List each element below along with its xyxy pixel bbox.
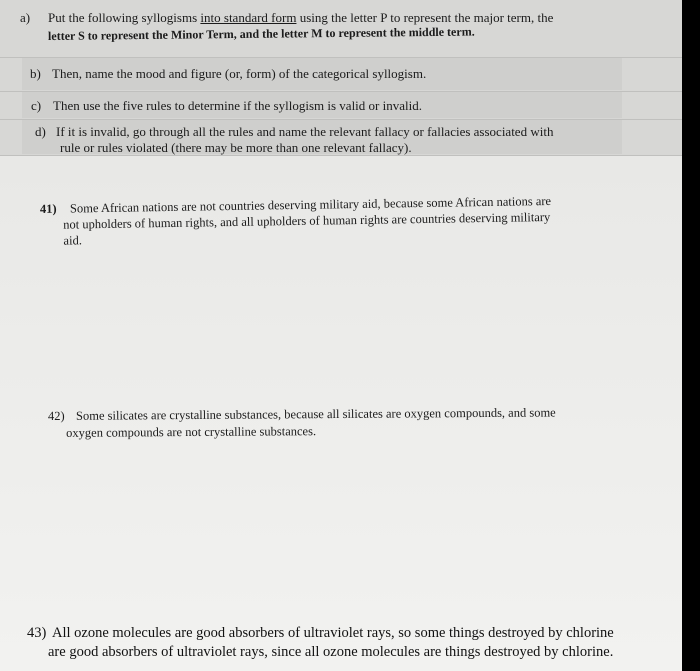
instruction-a-line2: letter S to represent the Minor Term, and the letter M to represent the middle term. bbox=[47, 24, 475, 43]
question-text-line: Some African nations are not countries deserving military aid, because some African nations are bbox=[69, 193, 552, 216]
instruction-b-marker: b) bbox=[30, 66, 41, 81]
question-text-line: oxygen compounds are not crystalline substances. bbox=[66, 424, 317, 440]
instruction-a-text: Put the following syllogisms bbox=[48, 10, 201, 25]
instruction-d-line1: If it is invalid, go through all the rules and name the relevant fallacy or fallacies associated with bbox=[56, 124, 554, 139]
instruction-d-marker: d) bbox=[35, 124, 46, 139]
instruction-a-text-cont: using the letter P to represent the major term, the bbox=[296, 10, 554, 25]
question-text-line: are good absorbers of ultraviolet rays, since all ozone molecules are things destroyed by chlorine. bbox=[48, 644, 614, 660]
question-text-line: All ozone molecules are good absorbers of ultraviolet rays, so some things destroyed by chlorine bbox=[52, 625, 614, 641]
question-text-line: aid. bbox=[63, 233, 82, 248]
instruction-c-text: Then use the five rules to determine if the syllogism is valid or invalid. bbox=[53, 98, 422, 113]
standard-form-phrase: into standard form bbox=[200, 10, 297, 25]
instruction-c-marker: c) bbox=[31, 98, 42, 113]
question-number: 41) bbox=[39, 201, 57, 216]
instruction-b-text: Then, name the mood and figure (or, form) of the categorical syllogism. bbox=[52, 66, 427, 81]
instruction-d-line2: rule or rules violated (there may be more than one relevant fallacy). bbox=[60, 140, 412, 155]
instruction-a-marker: a) bbox=[20, 10, 31, 25]
question-text-line: Some silicates are crystalline substances, because all silicates are oxygen compounds, and some bbox=[75, 405, 556, 423]
question-number: 42) bbox=[47, 408, 65, 424]
question-text-line: not upholders of human rights, and all upholders of human rights are countries deserving military bbox=[63, 209, 551, 232]
question-number: 43) bbox=[27, 625, 47, 641]
